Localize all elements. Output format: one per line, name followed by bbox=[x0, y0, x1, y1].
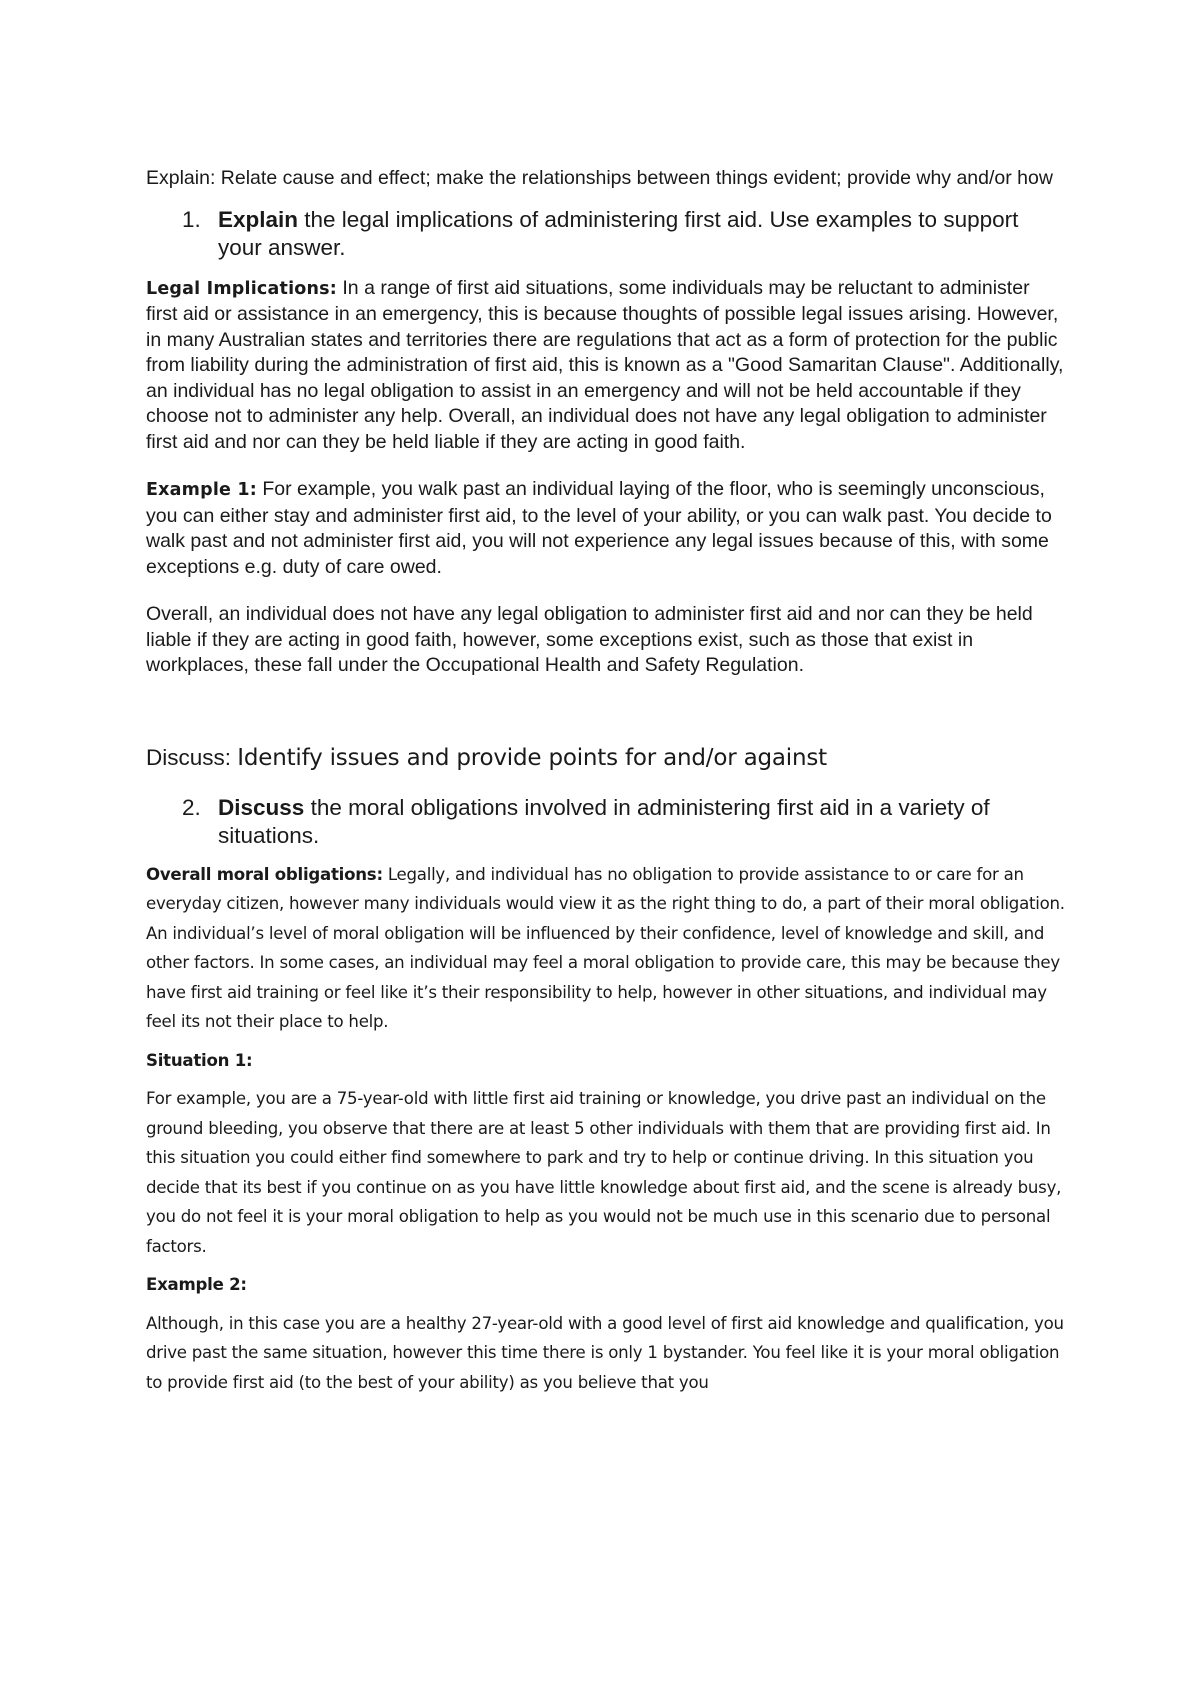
overall-legal-paragraph: Overall, an individual does not have any legal obligation to administer first aid and nor can they be held liable if they are acting in good faith, however, some exceptions exist, such as those that exist in workplaces, these fall under the Occupational Health and Safety Regulation. bbox=[146, 603, 1033, 676]
discuss-heading: Identify issues and provide points for and/or against bbox=[237, 744, 827, 771]
overall-moral-label: Overall moral obligations: bbox=[146, 864, 383, 884]
question-2 bbox=[146, 794, 1066, 850]
discuss-prefix: Discuss: bbox=[146, 744, 238, 770]
situation-1-text: For example, you are a 75-year-old with little first aid training or knowledge, you drive past an individual on the ground bleeding, you observe that there are at least 5 other individuals with them that are providing first aid. In this situation you could either find somewhere to park and try to help or continue driving. In this situation you decide that its best if you continue on as you have little knowledge about first aid, and the scene is already busy, you do not feel it is your moral obligation to help as you would not be much use in this scenario due to personal factors. bbox=[146, 1089, 1062, 1256]
document-page bbox=[146, 166, 1066, 1397]
question-1 bbox=[146, 206, 1066, 262]
question-2-text bbox=[218, 794, 1066, 850]
question-1-rest: the legal implications of administering first aid. Use examples to support your answer. bbox=[218, 206, 1019, 260]
explain-definition: Explain: Relate cause and effect; make the relationships between things evident; provide why and/or how bbox=[146, 167, 1053, 189]
legal-implications-text: In a range of first aid situations, some individuals may be reluctant to administer first aid or assistance in an emergency, this is because thoughts of possible legal issues arising. However, in many Australian states and territories there are regulations that act as a form of protection for the public from liability during the administration of first aid, this is known as a "Good Samaritan Clause". Additionally, an individual has no legal obligation to assist in an emergency and will not be held accountable if they choose not to administer any help. Overall, an individual does not have any legal obligation to administer first aid and nor can they be held liable if they are acting in good faith. bbox=[146, 276, 1064, 453]
example-2-text: Although, in this case you are a healthy 27-year-old with a good level of first aid knowledge and qualification, you drive past the same situation, however this time there is only 1 bystander. You feel like it is your moral obligation to provide first aid (to the best of your ability) as you believe that you bbox=[146, 1313, 1064, 1392]
example-2-label: Example 2: bbox=[146, 1275, 247, 1294]
question-2-verb: Discuss bbox=[218, 794, 305, 820]
question-2-number: 2. bbox=[182, 794, 201, 820]
discuss-definition bbox=[146, 743, 1066, 776]
question-1-text bbox=[218, 206, 1066, 262]
example-1-text: For example, you walk past an individual laying of the floor, who is seemingly unconscious, you can either stay and administer first aid, to the level of your ability, or you can walk past. You decide to walk past and not administer first aid, you will not experience any legal issues because of this, with some exceptions e.g. duty of care owed. bbox=[146, 478, 1052, 578]
question-2-rest: the moral obligations involved in administering first aid in a variety of situations. bbox=[218, 794, 990, 848]
example-1-paragraph bbox=[146, 477, 1066, 580]
overall-moral-text: Legally, and individual has no obligation to provide assistance to or care for an everyday citizen, however many individuals would view it as the right thing to do, a part of their moral obligation. An individual’s level of moral obligation will be influenced by their confidence, level of knowledge and skill, and other factors. In some cases, an individual may feel a moral obligation to provide care, this may be because they have first aid training or feel like it’s their responsibility to help, however in other situations, and individual may feel its not their place to help. bbox=[146, 864, 1065, 1031]
legal-implications-label: Legal Implications: bbox=[146, 278, 337, 299]
overall-moral-paragraph bbox=[146, 860, 1066, 1037]
example-1-label: Example 1: bbox=[146, 480, 257, 500]
situation-1-label: Situation 1: bbox=[146, 1050, 253, 1070]
question-1-number: 1. bbox=[182, 206, 201, 232]
legal-implications-paragraph bbox=[146, 276, 1066, 456]
question-1-verb: Explain bbox=[218, 206, 299, 232]
